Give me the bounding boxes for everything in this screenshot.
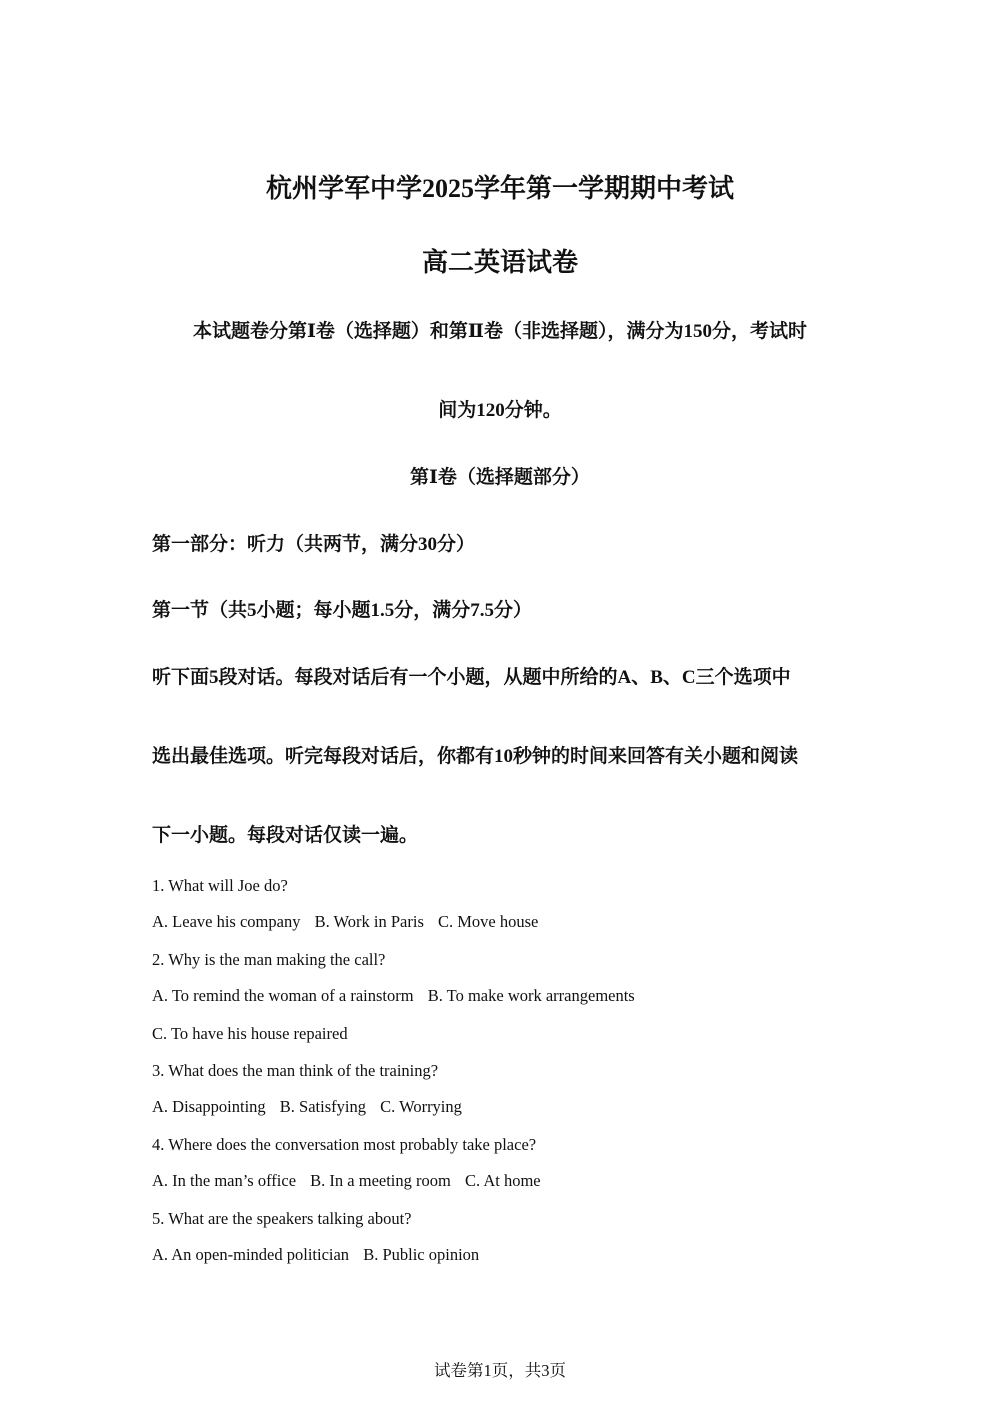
volume-heading: 第Ⅰ卷（选择题部分） [410,467,590,488]
instruction-line: 下一小题。每段对话仅读一遍。 [152,825,419,846]
option-row [152,986,635,1006]
option: C. At home [464,1171,541,1190]
page-number-footer: 试卷第1页，共3页 [434,1361,566,1380]
instruction-line: 选出最佳选项。听完每段对话后，你都有10秒钟的时间来回答有关小题和阅读 [152,746,799,767]
option: A. In the man’s office [152,1171,297,1190]
question-stem: 1. What will Joe do? [152,876,288,895]
option-row [152,1171,541,1191]
question-stem: 2. Why is the man making the call? [152,950,386,969]
option: B. Satisfying [279,1097,366,1116]
intro-line-2: 间为120分钟。 [438,400,562,421]
option: B. Public opinion [363,1245,480,1264]
question-stem: 4. Where does the conversation most probably take place? [152,1135,537,1154]
exam-subtitle: 高二英语试卷 [421,248,578,277]
option: B. Work in Paris [314,912,424,931]
option: A. Leave his company [152,912,301,931]
option: A. Disappointing [152,1097,266,1116]
option: A. An open-minded politician [152,1245,350,1264]
option: B. To make work arrangements [427,986,635,1005]
question-stem: 3. What does the man think of the training? [152,1061,439,1080]
intro-line-1: 本试题卷分第Ⅰ卷（选择题）和第Ⅱ卷（非选择题），满分为150分，考试时 [193,321,807,342]
option: C. Worrying [380,1097,462,1116]
option: C. Move house [438,912,539,931]
option-row [152,1024,348,1044]
option: B. In a meeting room [310,1171,451,1190]
option: A. To remind the woman of a rainstorm [152,986,414,1005]
option-row [152,1097,462,1117]
option-row [152,1245,479,1265]
part-heading: 第一部分：听力（共两节，满分30分） [152,534,476,555]
instruction-line: 听下面5段对话。每段对话后有一个小题，从题中所给的A、B、C三个选项中 [152,667,791,688]
option-row [152,912,538,932]
exam-title: 杭州学军中学2025学年第一学期期中考试 [265,174,734,203]
question-stem: 5. What are the speakers talking about? [152,1209,412,1228]
option: C. To have his house repaired [152,1024,348,1043]
section-heading: 第一节（共5小题；每小题1.5分，满分7.5分） [152,600,533,621]
